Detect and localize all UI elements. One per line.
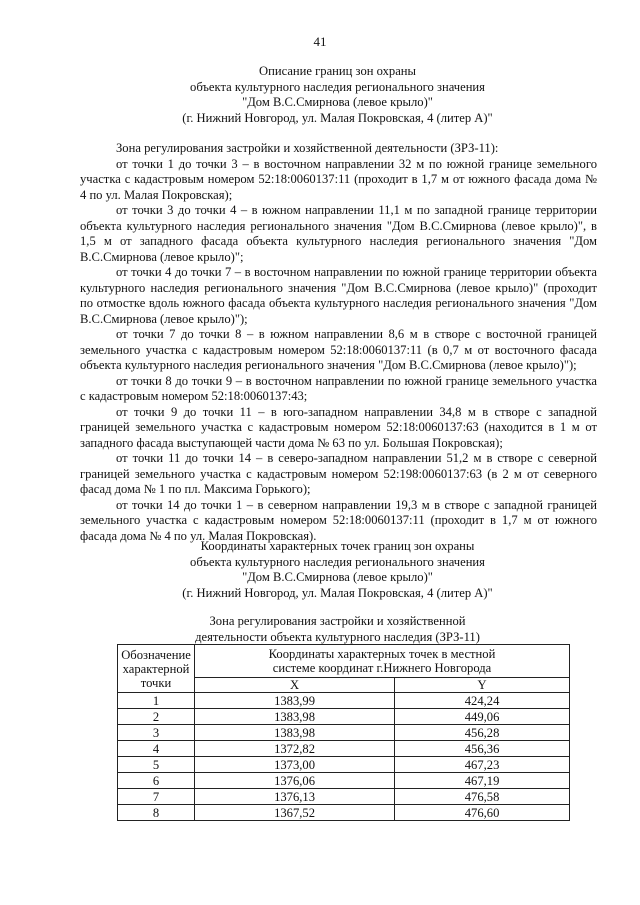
table-row <box>118 773 570 789</box>
boundary-paragraph: от точки 3 до точки 4 – в южном направлении 11,1 м по западной границе территории объекта культурного наследия регионального значения "Дом В.С.Смирнова (левое крыло)", в 1,5 м от западного фасада объекта культурного наследия регионального значения "Дом В.С.Смирнова (левое крыло)"; <box>80 203 597 264</box>
page-number: 41 <box>313 34 327 49</box>
point-cell: 1 <box>118 693 195 709</box>
table-header-row <box>118 645 570 678</box>
y-cell: 476,60 <box>395 805 570 821</box>
coordinates-column-header <box>195 645 570 678</box>
table-row <box>118 725 570 741</box>
table-caption-line: Зона регулирования застройки и хозяйственной <box>209 614 466 628</box>
point-header-line: точки <box>140 675 172 690</box>
boundary-paragraph: от точки 1 до точки 3 – в восточном направлении 32 м по южной границе земельного участка с кадастровым номером 52:18:0060137:11 (проходит в 1,7 м от южного фасада дома № 4 по ул. Малая Покровская); <box>80 156 597 202</box>
description-title-line: объекта культурного наследия регионального значения <box>190 79 485 94</box>
table-row <box>118 709 570 725</box>
x-cell: 1373,00 <box>195 757 395 773</box>
point-cell: 4 <box>118 741 195 757</box>
point-cell: 2 <box>118 709 195 725</box>
coordinates-title-line: "Дом В.С.Смирнова (левое крыло)" <box>242 570 433 584</box>
y-cell: 467,19 <box>395 773 570 789</box>
table-row <box>118 805 570 821</box>
boundary-paragraph: от точки 9 до точки 11 – в юго-западном направлении 34,8 м в створе с западной границей земельного участка с кадастровым номером 52:18:0060137:63 (находится в 1 м от западного фасада выступающей части дома № 63 по ул. Большая Покровская); <box>80 404 597 450</box>
point-cell: 5 <box>118 757 195 773</box>
y-cell: 449,06 <box>395 709 570 725</box>
y-cell: 456,36 <box>395 741 570 757</box>
coord-header-line: Координаты характерных точек в местной <box>268 647 496 661</box>
table-row <box>118 789 570 805</box>
description-title <box>80 64 595 126</box>
x-cell: 1372,82 <box>195 741 395 757</box>
table-caption <box>80 614 595 645</box>
coordinates-title-line: (г. Нижний Новгород, ул. Малая Покровская, 4 (литер А)" <box>182 585 493 600</box>
x-cell: 1367,52 <box>195 805 395 821</box>
point-cell: 3 <box>118 725 195 741</box>
boundary-paragraph: от точки 7 до точки 8 – в южном направлении 8,6 м в створе с восточной границей земельного участка с кадастровым номером 52:18:0060137:11 (в 0,7 м от восточного фасада объекта культурного наследия регионального значения "Дом В.С.Смирнова (левое крыло)"); <box>80 327 597 372</box>
point-header-line: характерной <box>122 661 190 676</box>
y-cell: 476,58 <box>395 789 570 805</box>
boundary-paragraph: от точки 8 до точки 9 – в восточном направлении по южной границе земельного участка с кадастровым номером 52:18:0060137:43; <box>80 373 597 403</box>
y-cell: 424,24 <box>395 693 570 709</box>
y-column-header: Y <box>395 678 570 693</box>
table-row <box>118 741 570 757</box>
coordinates-title <box>80 539 595 601</box>
boundary-paragraph: от точки 4 до точки 7 – в восточном направлении по южной границе территории объекта культурного наследия регионального значения "Дом В.С.Смирнова (левое крыло)" (проходит по отмостке вдоль южного фасада объекта культурного наследия регионального значения "Дом В.С.Смирнова (левое крыло)"); <box>80 265 597 326</box>
point-column-header <box>118 645 195 693</box>
x-column-header: X <box>195 678 395 693</box>
x-cell: 1383,98 <box>195 725 395 741</box>
x-cell: 1376,13 <box>195 789 395 805</box>
coordinates-table <box>117 644 570 821</box>
coordinates-title-line: объекта культурного наследия регионального значения <box>190 554 485 569</box>
description-title-line: (г. Нижний Новгород, ул. Малая Покровская, 4 (литер А)" <box>182 110 493 125</box>
boundary-paragraph: от точки 14 до точки 1 – в северном направлении 19,3 м в створе с западной границей земельного участка с кадастровым номером 52:18:0060137:11 (проходит в 1,7 м от южного фасада дома № 4 по ул. Малая Покровская). <box>80 497 597 543</box>
coordinates-title-line: Координаты характерных точек границ зон охраны <box>200 539 475 553</box>
description-title-line: Описание границ зон охраны <box>259 64 416 78</box>
description-title-line: "Дом В.С.Смирнова (левое крыло)" <box>242 95 433 109</box>
point-cell: 6 <box>118 773 195 789</box>
point-cell: 8 <box>118 805 195 821</box>
coord-header-line: системе координат г.Нижнего Новгорода <box>272 661 492 675</box>
x-cell: 1376,06 <box>195 773 395 789</box>
y-cell: 467,23 <box>395 757 570 773</box>
x-cell: 1383,98 <box>195 709 395 725</box>
x-cell: 1383,99 <box>195 693 395 709</box>
table-caption-line: деятельности объекта культурного наследия (ЗРЗ-11) <box>195 629 480 644</box>
point-cell: 7 <box>118 789 195 805</box>
zone-heading: Зона регулирования застройки и хозяйственной деятельности (ЗРЗ-11): <box>116 141 499 155</box>
boundary-paragraph: от точки 11 до точки 14 – в северо-западном направлении 51,2 м в створе с северной границей земельного участка с кадастровым номером 52:198:0060137:63 (в 2 м от северного фасад дома № 1 по пл. Максима Горького); <box>80 451 597 496</box>
boundary-description <box>80 141 597 544</box>
table-row <box>118 693 570 709</box>
y-cell: 456,28 <box>395 725 570 741</box>
table-row <box>118 757 570 773</box>
point-header-line: Обозначение <box>121 647 191 662</box>
